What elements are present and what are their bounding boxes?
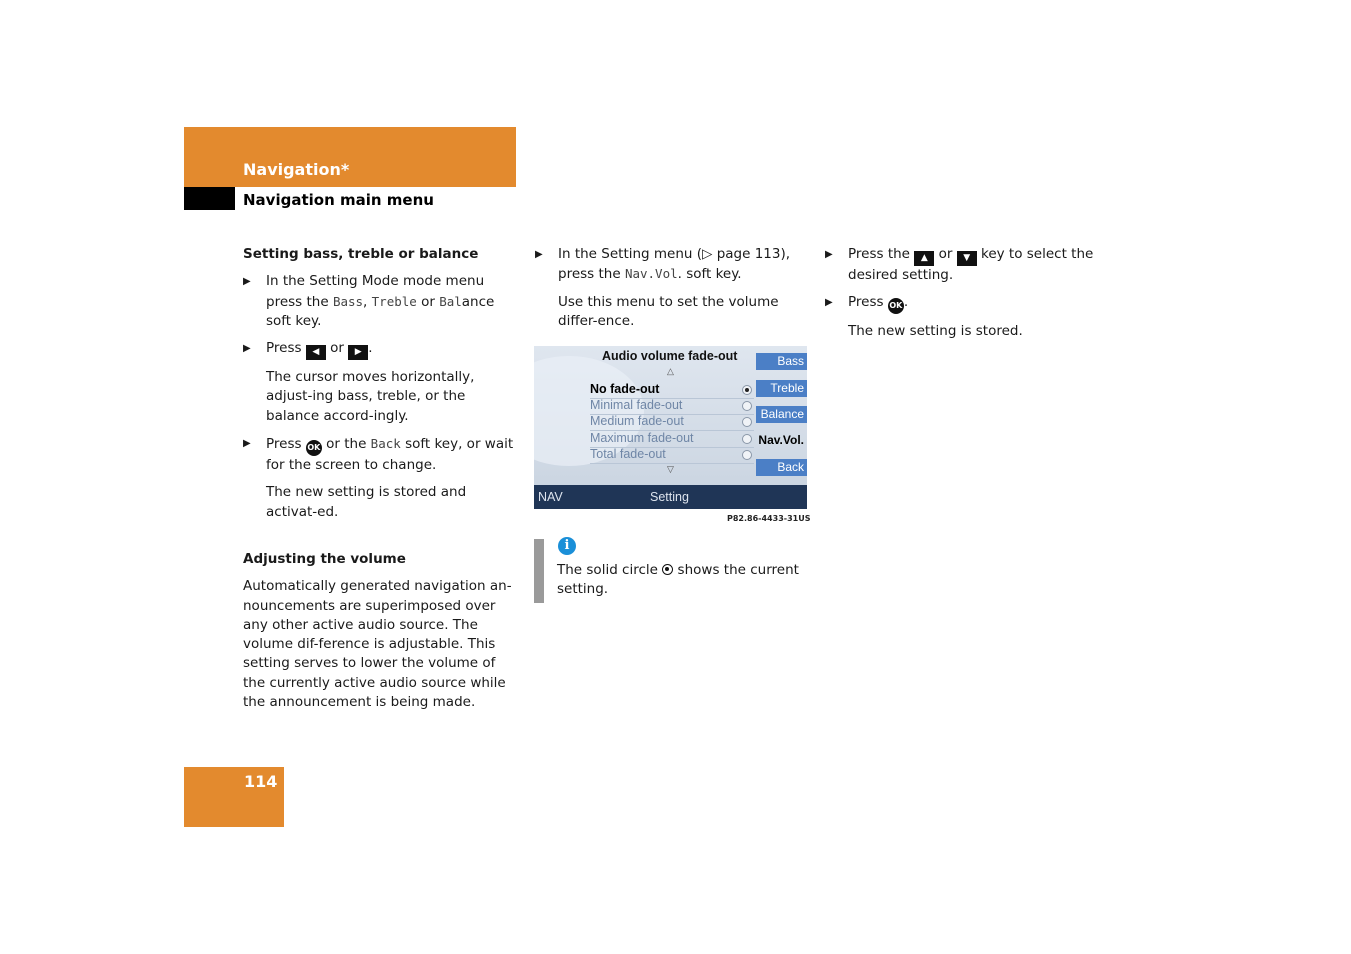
bullet-arrow-icon: ▶: [825, 249, 833, 260]
heading-bass-treble: Setting bass, treble or balance: [243, 246, 479, 262]
radio-empty-icon: [742, 450, 752, 460]
cursor-description: The cursor moves horizontally, adjust-ing bass, treble, or the balance accord-ingly.: [266, 369, 475, 424]
softkey-treble: Treble: [756, 380, 807, 397]
status-nav: NAV: [538, 490, 563, 504]
step-setting-menu: ▶ In the Setting menu (▷ page 113), press the Nav.Vol. soft key.: [535, 246, 791, 283]
stored-activated-note: The new setting is stored and activat-ed.: [266, 484, 467, 520]
bullet-arrow-icon: ▶: [825, 297, 833, 309]
heading-adjust-volume: Adjusting the volume: [243, 550, 406, 567]
info-sidebar: [534, 539, 544, 603]
scroll-down-icon: ▽: [667, 464, 674, 474]
column-3: [825, 245, 1105, 350]
radio-empty-icon: [742, 434, 752, 444]
solid-circle-icon: [662, 564, 673, 575]
step-select-softkey: ▶ In the Setting Mode mode menu press the Bass, Treble or Balance soft key.: [243, 273, 495, 329]
header-tab-marker: [184, 187, 235, 210]
info-icon: i: [558, 537, 576, 555]
softkey-treble-label: Treble: [371, 293, 417, 309]
softkey-back: Back: [756, 459, 807, 476]
audio-fadeout-screen: [534, 346, 807, 509]
bullet-arrow-icon: ▶: [243, 343, 251, 355]
status-setting: Setting: [650, 490, 689, 504]
step-press-ok: ▶ Press OK or the Back soft key, or wait for the screen to change.: [243, 436, 514, 474]
softkey-bass: Bass: [756, 353, 807, 370]
option-minimal-fadeout: Minimal fade-out: [590, 398, 754, 415]
ok-button-icon: OK: [888, 298, 904, 314]
softkey-navvol-label: Nav.Vol: [624, 266, 678, 282]
figure-caption: P82.86-4433-31US: [727, 514, 811, 523]
menu-purpose: Use this menu to set the volume differ-ence.: [558, 293, 779, 329]
radio-empty-icon: [742, 401, 752, 411]
column-1: [243, 245, 518, 712]
subsection-title: Navigation main menu: [243, 191, 434, 209]
page-number: 114: [244, 772, 278, 791]
screen-title: Audio volume fade-out: [602, 349, 738, 363]
right-arrow-key-icon: ▶: [348, 345, 368, 360]
column-2: [535, 245, 810, 339]
option-medium-fadeout: Medium fade-out: [590, 414, 754, 431]
info-note: The solid circle shows the current setting.: [557, 562, 799, 598]
bullet-arrow-icon: ▶: [535, 249, 543, 260]
step-select-setting: ▶ Press the ▲ or ▼ key to select the desired setting.: [825, 246, 1094, 283]
softkey-balance-label: Bal: [439, 293, 462, 309]
left-arrow-key-icon: ◀: [306, 345, 326, 360]
scroll-up-icon: △: [667, 366, 674, 376]
radio-selected-icon: [742, 385, 752, 395]
stored-note: The new setting is stored.: [848, 323, 1023, 340]
softkey-balance: Balance: [756, 406, 807, 423]
bullet-arrow-icon: ▶: [243, 276, 251, 288]
option-no-fadeout: No fade-out: [590, 382, 754, 399]
up-arrow-key-icon: ▲: [914, 251, 934, 266]
option-maximum-fadeout: Maximum fade-out: [590, 431, 754, 448]
bullet-arrow-icon: ▶: [243, 438, 251, 450]
softkey-back-label: Back: [370, 436, 401, 452]
radio-empty-icon: [742, 417, 752, 427]
softkey-navvol: Nav.Vol.: [758, 433, 804, 447]
section-title: Navigation*: [243, 160, 350, 179]
header-bar: [184, 127, 516, 187]
screen-status-bar: [534, 485, 807, 509]
softkey-bass-label: Bass: [332, 293, 364, 309]
ok-button-icon: OK: [306, 440, 322, 456]
option-total-fadeout: Total fade-out: [590, 447, 754, 464]
down-arrow-key-icon: ▼: [957, 251, 977, 266]
volume-description: Automatically generated navigation an-nouncements are superimposed over any other active audio source. The volume dif-ference is adjustable. This setting serves to lower the volume of the currently active audio source while the announcement is being made.: [243, 578, 512, 711]
step-confirm-ok: ▶ Press OK .: [825, 293, 1105, 314]
step-press-arrows: ▶ Press ◀ or ▶ .: [243, 339, 518, 360]
